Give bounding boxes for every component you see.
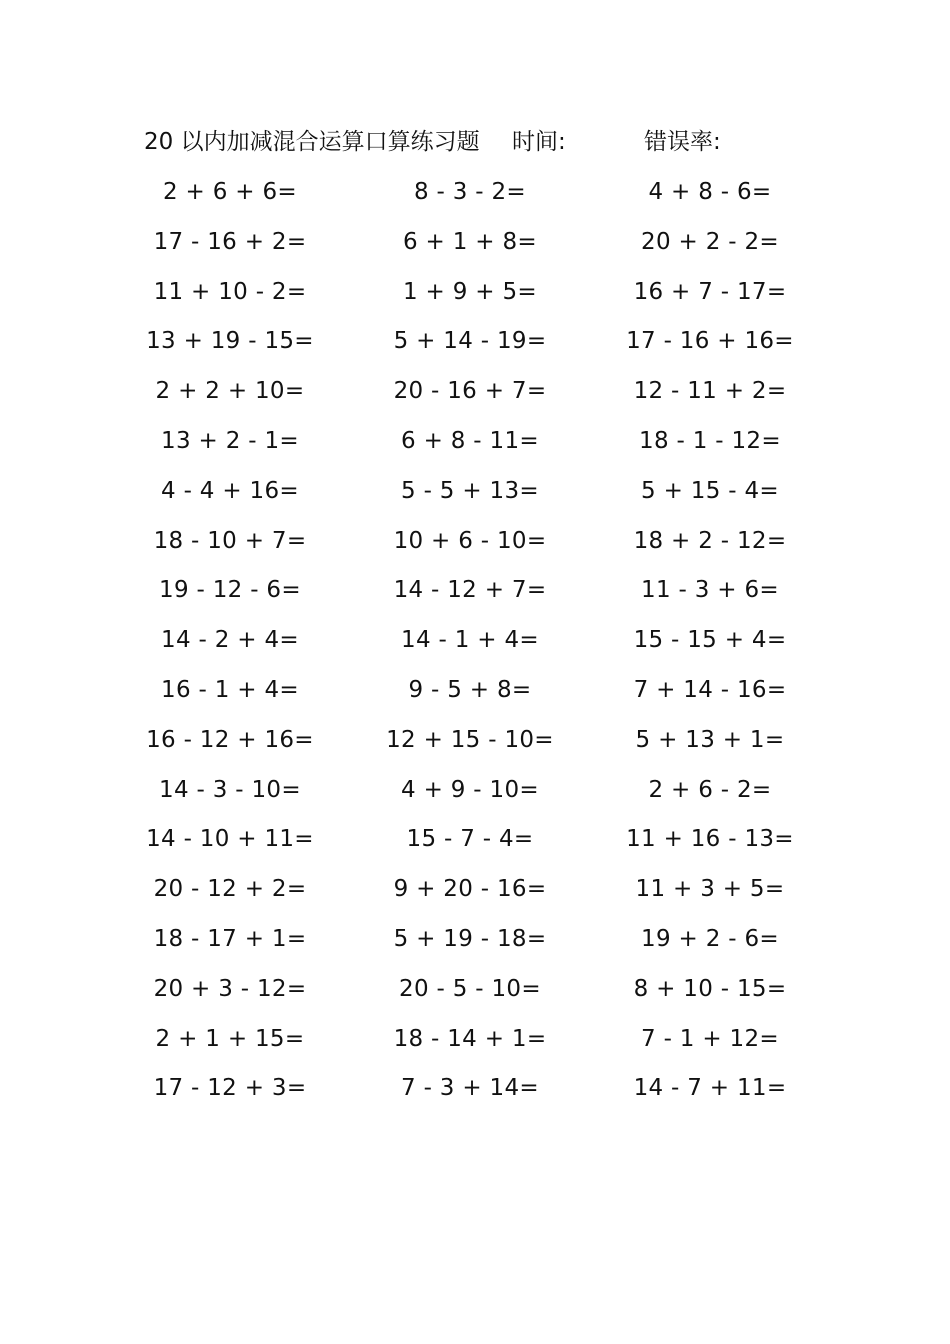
arithmetic-problem: 16 - 1 + 4=	[161, 676, 299, 703]
arithmetic-problem: 20 - 16 + 7=	[393, 378, 547, 405]
arithmetic-problem: 8 + 10 - 15=	[633, 975, 787, 1002]
arithmetic-problem: 5 - 5 + 13=	[401, 477, 539, 504]
arithmetic-problem: 14 - 12 + 7=	[393, 577, 547, 604]
arithmetic-problem: 4 + 8 - 6=	[648, 179, 772, 205]
arithmetic-problem: 14 - 7 + 11=	[633, 1075, 787, 1102]
worksheet-header	[144, 124, 844, 160]
arithmetic-problem: 7 - 1 + 12=	[641, 1025, 779, 1052]
arithmetic-problem: 5 + 15 - 4=	[641, 477, 779, 504]
arithmetic-problem: 18 + 2 - 12=	[633, 527, 787, 554]
arithmetic-problem: 5 + 19 - 18=	[393, 925, 547, 952]
arithmetic-problem: 7 - 3 + 14=	[401, 1075, 539, 1102]
arithmetic-problem: 14 - 1 + 4=	[401, 627, 539, 654]
arithmetic-problem: 5 + 14 - 19=	[393, 328, 547, 355]
arithmetic-problem: 14 - 10 + 11=	[146, 826, 314, 853]
arithmetic-problem: 18 - 17 + 1=	[153, 925, 307, 952]
arithmetic-problem: 12 + 15 - 10=	[386, 726, 554, 753]
arithmetic-problem: 5 + 13 + 1=	[635, 726, 785, 753]
arithmetic-problem: 2 + 6 + 6=	[163, 179, 297, 205]
arithmetic-problem: 9 - 5 + 8=	[408, 676, 532, 703]
arithmetic-problem: 2 + 1 + 15=	[155, 1025, 305, 1052]
arithmetic-problem: 8 - 3 - 2=	[413, 179, 526, 205]
arithmetic-problem: 17 - 16 + 2=	[153, 228, 307, 255]
arithmetic-problem: 20 - 12 + 2=	[153, 876, 307, 903]
arithmetic-problem: 6 + 1 + 8=	[403, 228, 537, 255]
arithmetic-problem: 11 - 3 + 6=	[641, 577, 779, 604]
arithmetic-problem: 19 - 12 - 6=	[159, 577, 301, 604]
arithmetic-problem: 18 - 1 - 12=	[639, 427, 781, 454]
arithmetic-problem: 1 + 9 + 5=	[403, 278, 537, 305]
arithmetic-problem: 9 + 20 - 16=	[393, 876, 547, 903]
arithmetic-problem: 15 - 15 + 4=	[633, 627, 787, 654]
problem-grid	[110, 168, 830, 1114]
arithmetic-problem: 20 + 3 - 12=	[153, 975, 307, 1002]
arithmetic-problem: 20 - 5 - 10=	[399, 975, 541, 1002]
arithmetic-problem: 2 + 2 + 10=	[155, 378, 305, 405]
arithmetic-problem: 18 - 14 + 1=	[393, 1025, 547, 1052]
worksheet-title: 20 以内加减混合运算口算练习题	[144, 129, 480, 155]
arithmetic-problem: 13 + 19 - 15=	[146, 328, 314, 355]
arithmetic-problem: 10 + 6 - 10=	[393, 527, 547, 554]
arithmetic-problem: 11 + 10 - 2=	[153, 278, 307, 305]
arithmetic-problem: 6 + 8 - 11=	[401, 427, 539, 454]
arithmetic-problem: 2 + 6 - 2=	[648, 776, 772, 803]
arithmetic-problem: 11 + 16 - 13=	[626, 826, 794, 853]
arithmetic-problem: 13 + 2 - 1=	[161, 427, 299, 454]
arithmetic-problem: 14 - 2 + 4=	[161, 627, 299, 654]
arithmetic-problem: 18 - 10 + 7=	[153, 527, 307, 554]
arithmetic-problem: 16 + 7 - 17=	[633, 278, 787, 305]
arithmetic-problem: 17 - 16 + 16=	[626, 328, 794, 355]
arithmetic-problem: 19 + 2 - 6=	[641, 925, 779, 952]
arithmetic-problem: 16 - 12 + 16=	[146, 726, 314, 753]
arithmetic-problem: 11 + 3 + 5=	[635, 876, 785, 903]
arithmetic-problem: 4 + 9 - 10=	[401, 776, 539, 803]
time-label: 时间:	[512, 129, 566, 155]
arithmetic-problem: 14 - 3 - 10=	[159, 776, 301, 803]
arithmetic-problem: 20 + 2 - 2=	[641, 228, 779, 255]
arithmetic-problem: 15 - 7 - 4=	[406, 826, 534, 853]
arithmetic-problem: 12 - 11 + 2=	[633, 378, 787, 405]
error-rate-label: 错误率:	[644, 129, 721, 155]
arithmetic-problem: 4 - 4 + 16=	[161, 477, 299, 504]
arithmetic-problem: 17 - 12 + 3=	[153, 1075, 307, 1102]
arithmetic-problem: 7 + 14 - 16=	[633, 676, 787, 703]
